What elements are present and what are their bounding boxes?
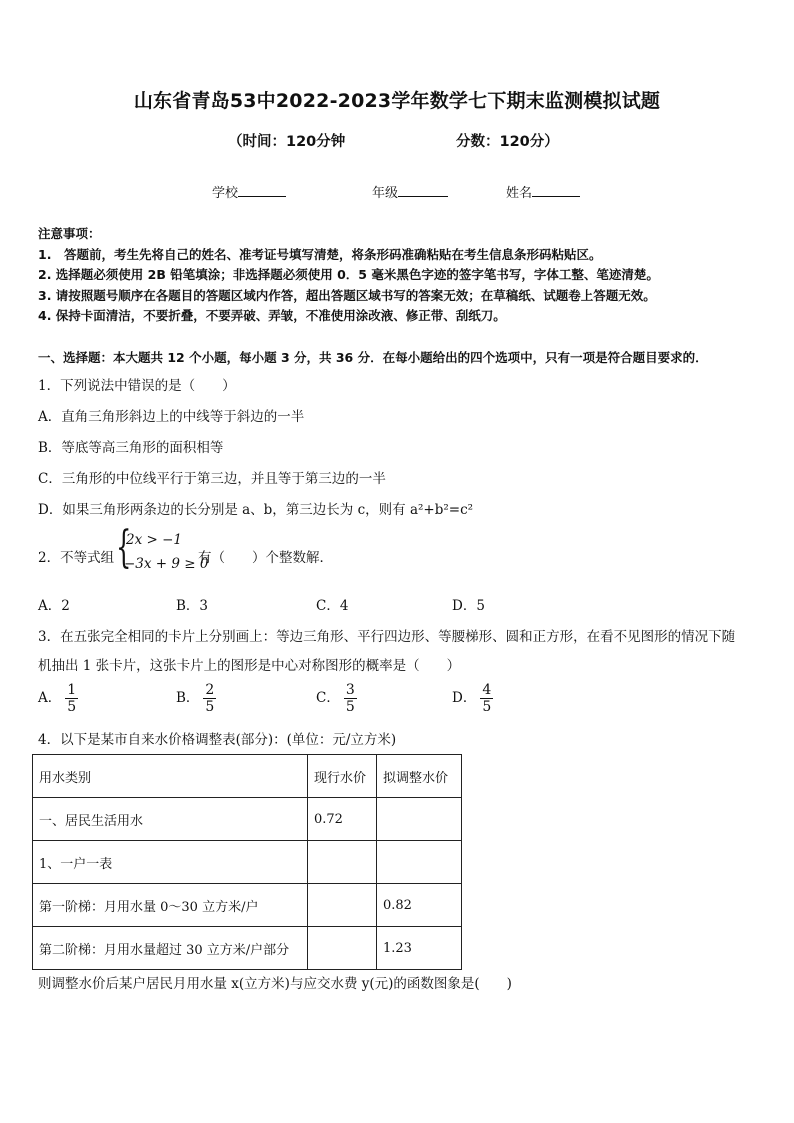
fraction [65, 682, 78, 715]
q1-option-b: B．等底等高三角形的面积相等 [38, 440, 224, 456]
notice-item: 4. 保持卡面清洁，不要折叠，不要弄破、弄皱，不准使用涂改液、修正带、刮纸刀。 [38, 308, 506, 323]
school-blank [238, 184, 286, 197]
q4-stem: 4．以下是某市自来水价格调整表(部分)：(单位：元/立方米) [38, 732, 397, 748]
table-cell [308, 841, 377, 884]
fraction-numerator: 2 [205, 682, 215, 698]
notice-heading: 注意事项： [38, 226, 101, 241]
table-cell: 第一阶梯：月用水量 0～30 立方米/户 [33, 884, 308, 927]
q3-option-b [176, 682, 216, 715]
notice-item: 2. 选择题必须使用 2B 铅笔填涂；非选择题必须使用 0．5 毫米黑色字迹的签字笔书写，字体工整、笔迹清楚。 [38, 267, 659, 282]
fraction-denominator: 5 [482, 699, 492, 715]
fraction [344, 682, 357, 715]
q4-followup: 则调整水价后某户居民月用水量 x(立方米)与应交水费 y(元)的函数图象是( ) [38, 976, 512, 992]
notice-item: 3. 请按照题号顺序在各题目的答题区域内作答，超出答题区域书写的答案无效；在草稿纸、试题卷上答题无效。 [38, 288, 656, 303]
q3-option-a [38, 682, 78, 715]
page-title: 山东省青岛53中2022-2023学年数学七下期末监测模拟试题 [133, 90, 661, 112]
q1-stem: 1．下列说法中错误的是（ ） [38, 378, 236, 394]
table-row [33, 841, 462, 884]
fraction-numerator: 1 [67, 682, 77, 698]
table-cell: 1.23 [377, 927, 462, 970]
q2-option-b: B．3 [176, 598, 209, 614]
table-cell: 第二阶梯：月用水量超过 30 立方米/户部分 [33, 927, 308, 970]
exam-time: （时间：120分钟 [228, 134, 346, 150]
option-label: C． [316, 690, 340, 706]
q1-option-c: C．三角形的中位线平行于第三边，并且等于第三边的一半 [38, 471, 386, 487]
option-label: D． [452, 690, 477, 706]
q2-option-c: C．4 [316, 598, 349, 614]
grade-field [372, 182, 448, 201]
table-cell: 1、一户一表 [33, 841, 308, 884]
system-brace: { [116, 522, 132, 573]
name-field [506, 182, 580, 201]
q3-option-d [452, 682, 493, 715]
fraction-denominator: 5 [345, 699, 355, 715]
fraction-denominator: 5 [205, 699, 215, 715]
table-cell [377, 798, 462, 841]
q3-stem-line1: 3．在五张完全相同的卡片上分别画上：等边三角形、平行四边形、等腰梯形、圆和正方形，在看不见图形的情况下随 [38, 629, 736, 645]
table-row [33, 927, 462, 970]
notice-item: 1. 答题前，考生先将自己的姓名、准考证号填写清楚，将条形码准确粘贴在考生信息条形码粘贴区。 [38, 247, 602, 262]
name-label: 姓名 [506, 186, 533, 201]
table-row [33, 884, 462, 927]
grade-blank [398, 184, 448, 197]
q2-prefix: 2．不等式组 [38, 550, 115, 566]
q2-inequality-1: 2x > −1 [126, 532, 182, 548]
water-price-table [32, 754, 462, 970]
exam-score: 分数：120分） [456, 134, 559, 150]
table-cell: 一、居民生活用水 [33, 798, 308, 841]
fraction [203, 682, 216, 715]
table-cell [308, 927, 377, 970]
table-cell [377, 841, 462, 884]
school-label: 学校 [212, 186, 239, 201]
table-header-cell: 现行水价 [308, 755, 377, 798]
fraction-denominator: 5 [67, 699, 77, 715]
fraction-numerator: 3 [345, 682, 355, 698]
q1-option-d: D．如果三角形两条边的长分别是 a、b，第三边长为 c，则有 a²+b²=c² [38, 502, 474, 518]
q3-option-c [316, 682, 357, 715]
q2-inequality-2: −3x + 9 ≥ 0 [124, 556, 209, 572]
q2-option-d: D．5 [452, 598, 485, 614]
option-label: B． [176, 690, 200, 706]
table-row [33, 798, 462, 841]
fraction [480, 682, 493, 715]
q1-option-a: A．直角三角形斜边上的中线等于斜边的一半 [38, 409, 305, 425]
grade-label: 年级 [372, 186, 399, 201]
q3-stem-line2: 机抽出 1 张卡片，这张卡片上的图形是中心对称图形的概率是（ ） [38, 658, 461, 674]
fraction-numerator: 4 [482, 682, 492, 698]
section-heading: 一、选择题：本大题共 12 个小题，每小题 3 分，共 36 分．在每小题给出的四个选项中，只有一项是符合题目要求的． [38, 350, 708, 365]
table-header-row [33, 755, 462, 798]
table-header-cell: 用水类别 [33, 755, 308, 798]
school-field [212, 182, 286, 201]
table-cell: 0.72 [308, 798, 377, 841]
q2-option-a: A．2 [38, 598, 70, 614]
table-cell: 0.82 [377, 884, 462, 927]
table-cell [308, 884, 377, 927]
q2-suffix: 有（ ）个整数解． [198, 550, 333, 566]
table-header-cell: 拟调整水价 [377, 755, 462, 798]
option-label: A． [38, 690, 62, 706]
name-blank [532, 184, 580, 197]
